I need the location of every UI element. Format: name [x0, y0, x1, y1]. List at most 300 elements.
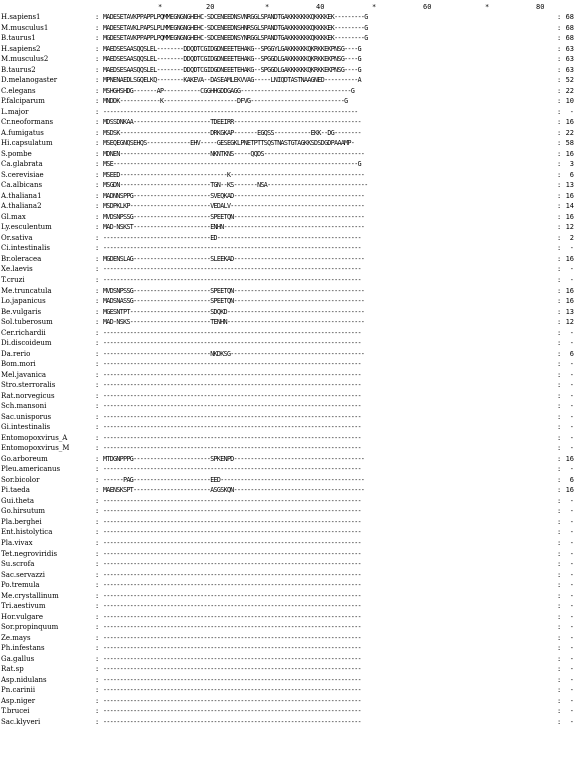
residue-count: - [569, 633, 574, 642]
separator-colon: : [95, 265, 100, 274]
species-name: Da.rerio [1, 349, 31, 358]
alignment-row [0, 359, 576, 370]
residue-count: - [569, 602, 574, 611]
separator-colon: : [557, 412, 562, 421]
separator-colon: : [557, 517, 562, 526]
separator-colon: : [557, 23, 562, 32]
alignment-row [0, 23, 576, 34]
residue-count: - [569, 623, 574, 632]
separator-colon: : [557, 391, 562, 400]
species-name: Be.vulgaris [1, 307, 42, 316]
residue-count: 52 [565, 76, 574, 85]
sequence-string: ----------------------------------------------------------------------------- [103, 665, 361, 674]
sequence-string: ----------------------------------------------------------------------------- [103, 496, 361, 505]
sequence-string: ----------------------------------------------------------------------------- [103, 675, 361, 684]
species-name: Gl.max [1, 212, 26, 221]
sequence-string: MADESETAVKPPAPPLPQMMEGNGNGHEHC-SDCENEEDNSVNRGGLSPANDTGAKKKKKKKQKKKKEK---------G [103, 13, 368, 21]
alignment-row [0, 538, 576, 549]
sequence-string: ----------------------------------------------------------------------------- [103, 244, 361, 253]
sequence-string: MVDSNPSSG-----------------------SPEETQN--------------------------------------- [103, 212, 365, 221]
species-name: Sor.propinquum [1, 623, 59, 632]
ruler-number: 20 [206, 3, 215, 11]
ruler-number: 40 [316, 3, 325, 11]
sequence-string: ----------------------------------------------------------------------------- [103, 360, 361, 369]
alignment-row [0, 580, 576, 591]
separator-colon: : [557, 549, 562, 558]
sequence-string: ----------------------------------------------------------------------------- [103, 507, 361, 516]
residue-count: 3 [569, 160, 574, 169]
sequence-string: MADSNASSG-----------------------SPEETQN--------------------------------------- [103, 297, 365, 306]
species-name: H.sapiens1 [1, 13, 41, 21]
sequence-string: ----------------------------------------------------------------------------- [103, 707, 361, 716]
species-name: Asp.niger [1, 696, 36, 705]
alignment-row [0, 443, 576, 454]
species-name: Lo.japanicus [1, 297, 46, 306]
sequence-string: MAD-NSKST-----------------------ENHN------------------------------------------ [103, 223, 365, 232]
residue-count: 12 [565, 318, 574, 327]
residue-count: - [569, 560, 574, 569]
separator-colon: : [557, 307, 562, 316]
alignment-row [0, 601, 576, 612]
alignment-row [0, 370, 576, 381]
residue-count: - [569, 391, 574, 400]
residue-count: - [569, 654, 574, 663]
species-name: Sac.unisporus [1, 412, 52, 421]
species-name: Pla.berghei [1, 517, 42, 526]
species-name: Ze.mays [1, 633, 31, 642]
sequence-string: MSDSK---------------------------DRKGKAP-------EGQSS-----------EKK--DG-------- [103, 128, 361, 137]
alignment-row [0, 570, 576, 581]
separator-colon: : [557, 254, 562, 263]
alignment-row [0, 349, 576, 360]
separator-colon: : [557, 265, 562, 274]
separator-colon: : [557, 223, 562, 232]
sequence-string: ----------------------------------------------------------------------------- [103, 328, 361, 337]
separator-colon: : [557, 97, 562, 106]
separator-colon: : [557, 717, 562, 726]
residue-count: - [569, 581, 574, 590]
alignment-row [0, 706, 576, 717]
residue-count: - [569, 717, 574, 726]
sequence-string: MAENSKSPT-----------------------ASGSKQN--------------------------------------- [103, 486, 365, 495]
alignment-row [0, 138, 576, 149]
species-name: A.thaliana2 [1, 202, 42, 211]
separator-colon: : [95, 612, 100, 621]
species-name: Entomopoxvirus_M [1, 444, 70, 453]
sequence-string: MAEDSESAASQQSLEL--------DDQDTCGIDGDNEEETEHAKG--SPGGDLGAKKKKKKQKRKKEKPNSG----G [103, 55, 361, 64]
separator-colon: : [95, 97, 100, 106]
separator-colon: : [557, 486, 562, 495]
sequence-string: ----------------------------------------------------------------------------- [103, 276, 361, 284]
residue-count: 14 [565, 202, 574, 211]
residue-count: - [569, 686, 574, 695]
residue-count: - [569, 517, 574, 526]
species-name: Entomopoxvirus_A [1, 433, 68, 442]
separator-colon: : [95, 444, 100, 453]
species-name: A.fumigatus [1, 128, 44, 137]
residue-count: 6 [569, 349, 574, 358]
residue-count: - [569, 675, 574, 684]
separator-colon: : [95, 433, 100, 442]
residue-count: 10 [565, 97, 574, 106]
separator-colon: : [95, 391, 100, 400]
sequence-string: MNDDK------------K----------------------DFVG----------------------------G [103, 97, 348, 106]
species-name: Me.crystallinum [1, 591, 59, 600]
separator-colon: : [95, 23, 100, 32]
alignment-row [0, 65, 576, 76]
sequence-string: MAEDSESAASQQSLEL--------DDQDTCGIDGDNEEETEHAKG--SPGGYLGAKKKKKKQKRKKEKPNSG----G [103, 44, 361, 53]
species-name: Ga.gallus [1, 654, 35, 663]
species-name: Su.scrofa [1, 560, 35, 569]
residue-count: - [569, 496, 574, 505]
residue-count: - [569, 402, 574, 411]
species-name: Mel.javanica [1, 370, 47, 379]
sequence-string: MSGDN---------------------------TGN--KS-------NSA------------------------------ [103, 181, 368, 190]
separator-colon: : [95, 423, 100, 432]
separator-colon: : [557, 181, 562, 190]
separator-colon: : [557, 570, 562, 579]
sequence-string: MGDENSLAG-----------------------SLEEKAD--------------------------------------- [103, 254, 365, 263]
separator-colon: : [95, 318, 100, 327]
species-name: Stro.sterroralis [1, 381, 56, 390]
species-name: Or.sativa [1, 233, 33, 242]
alignment-row [0, 180, 576, 191]
alignment-row [0, 86, 576, 97]
alignment-row [0, 485, 576, 496]
alignment-row [0, 96, 576, 107]
species-name: T.brucei [1, 707, 30, 716]
species-name: Sac.klyveri [1, 717, 41, 726]
alignment-row [0, 559, 576, 570]
ruler-number: 80 [536, 3, 545, 11]
sequence-string: ----------------------------------------------------------------------------- [103, 265, 361, 274]
sequence-string: ----------------------------------------------------------------------------- [103, 370, 361, 379]
alignment-row [0, 549, 576, 560]
residue-count: - [569, 444, 574, 453]
separator-colon: : [557, 191, 562, 200]
species-name: Ent.histolytica [1, 528, 53, 537]
alignment-row [0, 454, 576, 465]
alignment-row [0, 117, 576, 128]
separator-colon: : [95, 717, 100, 726]
separator-colon: : [95, 686, 100, 695]
residue-count: 22 [565, 128, 574, 137]
sequence-string: ---------------------------------------------------------------------------- [103, 107, 358, 116]
separator-colon: : [95, 707, 100, 716]
separator-colon: : [557, 528, 562, 537]
species-name: Hor.vulgare [1, 612, 43, 621]
sequence-string: MSEQEGNQSEHQS-------------EHV-----GESEGKLPNETPTTSQSTNASTGTAGKKSDSDGDPAAAMP- [103, 139, 355, 148]
species-name: Tri.aestivum [1, 602, 46, 611]
sequence-string: MSHGHSHDG-------AP-----------CGGHHGDDGAGG---------------------------------G [103, 86, 355, 95]
alignment-row [0, 622, 576, 633]
separator-colon: : [557, 623, 562, 632]
separator-colon: : [95, 233, 100, 242]
sequence-string: ----------------------------------------------------------------------------- [103, 391, 361, 400]
sequence-string: MAEDSESAASQQSLEL--------DDQDTCGIDGDNEEETEHAKG--SPGGDLGAKKKKKKQKRKKEKPNSG----G [103, 65, 361, 74]
alignment-row [0, 243, 576, 254]
separator-colon: : [95, 570, 100, 579]
sequence-string: MVDSNPSSG-----------------------SPEETQN--------------------------------------- [103, 286, 365, 295]
sequence-string: ----------------------------------------------------------------------------- [103, 633, 361, 642]
separator-colon: : [95, 665, 100, 674]
sequence-string: ----------------------------------------------------------------------------- [103, 623, 361, 632]
separator-colon: : [557, 370, 562, 379]
separator-colon: : [95, 286, 100, 295]
alignment-row [0, 170, 576, 181]
residue-count: - [569, 549, 574, 558]
sequence-string: ----------------------------------------------------------------------------- [103, 412, 361, 421]
species-name: Sac.servazzi [1, 570, 45, 579]
separator-colon: : [95, 191, 100, 200]
residue-count: 63 [565, 44, 574, 53]
species-name: Hi.capsulatum [1, 139, 53, 148]
residue-count: 2 [569, 233, 574, 242]
alignment-row [0, 12, 576, 23]
species-name: Sch.mansoni [1, 402, 47, 411]
residue-count: - [569, 707, 574, 716]
alignment-row [0, 475, 576, 486]
sequence-string: MSDPKLKP------------------------VEDALV---------------------------------------- [103, 202, 365, 211]
residue-count: 16 [565, 118, 574, 127]
separator-colon: : [557, 654, 562, 663]
separator-colon: : [95, 139, 100, 148]
alignment-row [0, 464, 576, 475]
separator-colon: : [557, 675, 562, 684]
separator-colon: : [557, 444, 562, 453]
species-name: Di.discoideum [1, 339, 52, 348]
separator-colon: : [557, 496, 562, 505]
species-name: Go.hirsutum [1, 507, 46, 516]
residue-count: 16 [565, 486, 574, 495]
sequence-string: ----------------------------------------------------------------------------- [103, 581, 361, 590]
sequence-string: ----------------------------------------------------------------------------- [103, 339, 361, 348]
alignment-row [0, 201, 576, 212]
sequence-string: ----------------------------------------------------------------------------- [103, 560, 361, 569]
separator-colon: : [95, 675, 100, 684]
separator-colon: : [95, 581, 100, 590]
species-name: D.melanogaster [1, 76, 58, 85]
separator-colon: : [95, 254, 100, 263]
alignment-row [0, 149, 576, 160]
separator-colon: : [95, 44, 100, 53]
separator-colon: : [95, 549, 100, 558]
sequence-string: ----------------------------------------------------------------------------- [103, 423, 361, 432]
alignment-row [0, 496, 576, 507]
residue-count: 16 [565, 286, 574, 295]
species-name: Ly.esculentum [1, 223, 52, 232]
separator-colon: : [557, 612, 562, 621]
species-name: Bom.mori [1, 360, 36, 369]
species-name: Ci.intestinalis [1, 244, 50, 253]
separator-colon: : [557, 696, 562, 705]
separator-colon: : [557, 423, 562, 432]
separator-colon: : [95, 13, 100, 21]
alignment-row [0, 191, 576, 202]
residue-count: 63 [565, 65, 574, 74]
species-name: Ca.glabrata [1, 160, 43, 169]
species-name: B.taurus1 [1, 34, 36, 43]
separator-colon: : [557, 149, 562, 158]
alignment-row [0, 391, 576, 402]
species-name: L.major [1, 107, 29, 116]
separator-colon: : [557, 86, 562, 95]
alignment-row [0, 222, 576, 233]
separator-colon: : [95, 307, 100, 316]
separator-colon: : [95, 517, 100, 526]
separator-colon: : [95, 212, 100, 221]
separator-colon: : [95, 644, 100, 653]
residue-count: - [569, 328, 574, 337]
separator-colon: : [95, 76, 100, 85]
separator-colon: : [95, 507, 100, 516]
residue-count: 16 [565, 454, 574, 463]
separator-colon: : [95, 496, 100, 505]
separator-colon: : [95, 339, 100, 348]
alignment-row [0, 286, 576, 297]
ruler-star: * [485, 3, 490, 11]
alignment-row [0, 159, 576, 170]
separator-colon: : [557, 633, 562, 642]
alignment-row [0, 128, 576, 139]
separator-colon: : [95, 160, 100, 169]
residue-count: 12 [565, 223, 574, 232]
separator-colon: : [95, 486, 100, 495]
alignment-row [0, 664, 576, 675]
residue-count: - [569, 433, 574, 442]
species-name: Go.arboreum [1, 454, 48, 463]
residue-count: 68 [565, 23, 574, 32]
separator-colon: : [557, 433, 562, 442]
sequence-string: --------------------------------NKDKSG---------------------------------------- [103, 349, 365, 358]
species-name: Pn.carinii [1, 686, 36, 695]
separator-colon: : [95, 412, 100, 421]
alignment-row [0, 696, 576, 707]
alignment-row [0, 433, 576, 444]
species-name: P.falciparum [1, 97, 45, 106]
species-name: M.musculus2 [1, 55, 49, 64]
separator-colon: : [557, 55, 562, 64]
separator-colon: : [557, 318, 562, 327]
ruler-number: 60 [423, 3, 432, 11]
separator-colon: : [557, 202, 562, 211]
sequence-string: ----------------------------------------------------------------------------- [103, 570, 361, 579]
separator-colon: : [95, 55, 100, 64]
alignment-row [0, 412, 576, 423]
sequence-string: ----------------------------------------------------------------------------- [103, 686, 361, 695]
separator-colon: : [557, 107, 562, 116]
residue-count: 63 [565, 55, 574, 64]
separator-colon: : [557, 507, 562, 516]
separator-colon: : [557, 170, 562, 179]
residue-count: 22 [565, 86, 574, 95]
separator-colon: : [557, 360, 562, 369]
residue-count: - [569, 570, 574, 579]
residue-count: - [569, 644, 574, 653]
sequence-string: ----------------------------------------------------------------------------- [103, 465, 361, 474]
sequence-string: ----------------------------------------------------------------------------- [103, 644, 361, 653]
sequence-string: MPNENAEDLSGQELKQ--------KAKEVA--DASEAMLEKVVAG-----LNIQDTASTNAAGNED----------A [103, 76, 361, 85]
residue-count: - [569, 528, 574, 537]
residue-count: - [569, 665, 574, 674]
species-name: Cer.richardii [1, 328, 46, 337]
species-name: Sor.bicolor [1, 475, 40, 484]
residue-count: 16 [565, 297, 574, 306]
sequence-string: MSE-------------------------------------------------------------------------G [103, 160, 361, 169]
separator-colon: : [95, 107, 100, 116]
separator-colon: : [95, 560, 100, 569]
separator-colon: : [557, 297, 562, 306]
sequence-string: --------------------------------ED------------------------------------------- [103, 233, 361, 242]
species-name: Asp.nidulans [1, 675, 47, 684]
species-name: T.cruzi [1, 276, 25, 284]
alignment-row [0, 254, 576, 265]
separator-colon: : [95, 465, 100, 474]
residue-count: 58 [565, 139, 574, 148]
separator-colon: : [557, 581, 562, 590]
sequence-string: ----------------------------------------------------------------------------- [103, 612, 361, 621]
sequence-string: MSEED--------------------------------K---------------------------------------- [103, 170, 365, 179]
separator-colon: : [557, 475, 562, 484]
separator-colon: : [557, 602, 562, 611]
species-name: Po.tremula [1, 581, 40, 590]
residue-count: - [569, 360, 574, 369]
residue-count: - [569, 612, 574, 621]
ruler-star: * [158, 3, 163, 11]
separator-colon: : [95, 276, 100, 284]
species-name: S.cerevisiae [1, 170, 44, 179]
residue-count: - [569, 244, 574, 253]
sequence-string: ----------------------------------------------------------------------------- [103, 654, 361, 663]
alignment-row [0, 717, 576, 728]
separator-colon: : [95, 602, 100, 611]
separator-colon: : [557, 233, 562, 242]
separator-colon: : [557, 276, 562, 284]
sequence-string: MDSSDNKAA-----------------------TDEEIRR-------------------------------------- [103, 118, 361, 127]
sequence-string: MGDESETAVKPPAPPLPQMMEGNGNGHEHC-SDCENEEDNSYNRGGLSPANDTGAKKKKKKKQKKKKEK---------G [103, 34, 368, 43]
residue-count: 68 [565, 13, 574, 21]
residue-count: 6 [569, 475, 574, 484]
separator-colon: : [95, 696, 100, 705]
separator-colon: : [557, 118, 562, 127]
separator-colon: : [557, 644, 562, 653]
sequence-string: ----------------------------------------------------------------------------- [103, 444, 361, 453]
residue-count: - [569, 107, 574, 116]
alignment-row [0, 675, 576, 686]
separator-colon: : [557, 686, 562, 695]
separator-colon: : [557, 128, 562, 137]
alignment-row [0, 317, 576, 328]
separator-colon: : [557, 244, 562, 253]
residue-count: 68 [565, 34, 574, 43]
sequence-string: ----------------------------------------------------------------------------- [103, 528, 361, 537]
separator-colon: : [95, 370, 100, 379]
separator-colon: : [95, 623, 100, 632]
position-ruler [0, 2, 576, 12]
species-name: H.sapiens2 [1, 44, 41, 53]
sequence-string: ----------------------------------------------------------------------------- [103, 602, 361, 611]
residue-count: - [569, 276, 574, 284]
residue-count: - [569, 423, 574, 432]
species-name: A.thaliana1 [1, 191, 42, 200]
alignment-row [0, 633, 576, 644]
separator-colon: : [557, 465, 562, 474]
alignment-row [0, 422, 576, 433]
alignment-row [0, 612, 576, 623]
separator-colon: : [557, 34, 562, 43]
sequence-string: ----------------------------------------------------------------------------- [103, 433, 361, 442]
alignment-row [0, 401, 576, 412]
